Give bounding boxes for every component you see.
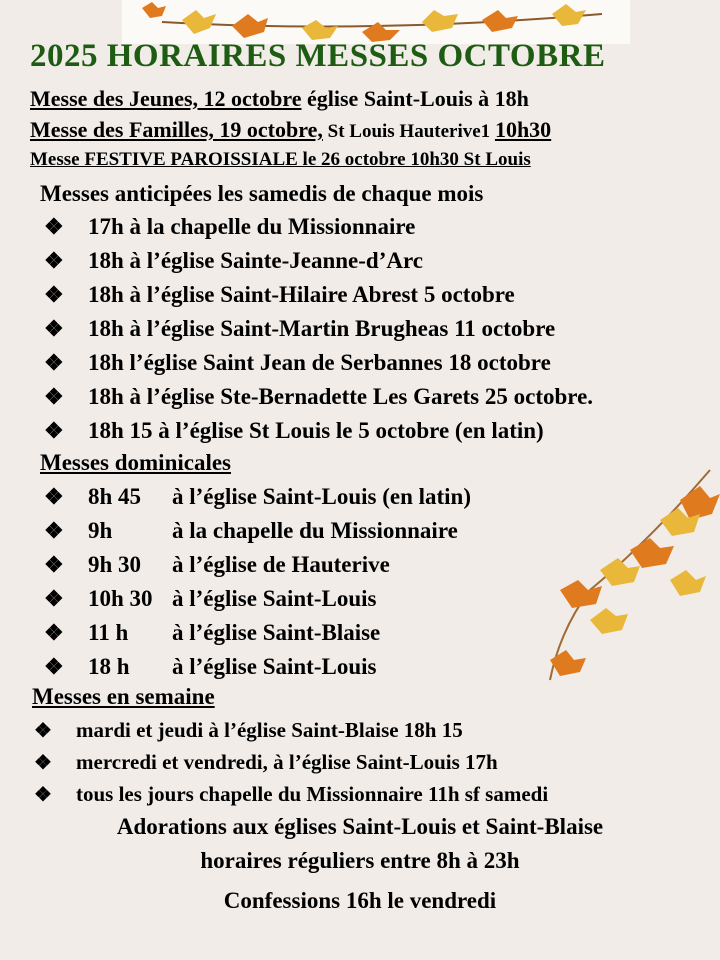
bullet-icon: ❖ (44, 214, 64, 239)
autumn-leaves-right-decoration (530, 460, 720, 700)
event-familles-place: St Louis Hauterive1 (322, 121, 495, 142)
bullet-icon: ❖ (44, 620, 64, 645)
event-jeunes-label: Messe des Jeunes, 12 octobre (30, 86, 302, 111)
mass-time: 9h 30 (88, 552, 142, 577)
bullet-icon: ❖ (44, 484, 64, 509)
confessions-line: Confessions 16h le vendredi (223, 888, 497, 913)
list-item: ❖ 18h à l’église Ste-Bernadette Les Garets 25 octobre. (44, 384, 594, 409)
bullet-icon: ❖ (44, 654, 64, 679)
bullet-icon: ❖ (44, 350, 64, 375)
section-heading-semaine: Messes en semaine (32, 684, 215, 709)
bullet-icon: ❖ (34, 784, 52, 806)
mass-time: 8h 45 (88, 484, 142, 509)
list-item: ❖ 18h à l’église Saint-Martin Brugheas 11 octobre (44, 316, 556, 341)
bullet-icon: ❖ (44, 586, 64, 611)
list-item (44, 518, 458, 544)
bullet-icon: ❖ (44, 552, 64, 577)
mass-place: à l’église de Hauterive (172, 552, 390, 577)
bullet-icon: ❖ (44, 518, 64, 543)
mass-time: 11 h (88, 620, 129, 645)
event-messe-festive: Messe FESTIVE PAROISSIALE le 26 octobre 10h30 St Louis (30, 149, 531, 170)
list-item (44, 552, 390, 578)
mass-place: à l’église Saint-Louis (172, 654, 377, 679)
mass-time: 9h (88, 518, 113, 543)
page-title: 2025 HORAIRES MESSES OCTOBRE (30, 38, 606, 74)
section-heading-dominicales: Messes dominicales (40, 450, 232, 475)
adorations-line-1: Adorations aux églises Saint-Louis et Saint-Blaise (116, 814, 604, 839)
event-jeunes-detail: église Saint-Louis à 18h (301, 86, 529, 111)
event-familles-time: 10h30 (494, 117, 552, 142)
list-item: ❖ mercredi et vendredi, à l’église Saint-Louis 17h (34, 750, 498, 774)
bullet-icon: ❖ (44, 418, 64, 443)
list-item: ❖ tous les jours chapelle du Missionnaire 11h sf samedi (34, 782, 549, 806)
list-item: ❖ 18h 15 à l’église St Louis le 5 octobre (en latin) (44, 418, 544, 443)
list-item (44, 620, 380, 646)
adorations-line-2: horaires réguliers entre 8h à 23h (200, 848, 520, 873)
list-item (44, 484, 471, 510)
mass-place: à la chapelle du Missionnaire (172, 518, 458, 543)
mass-time: 10h 30 (88, 586, 153, 611)
list-item (44, 654, 376, 680)
mass-place: à l’église Saint-Louis (en latin) (172, 484, 472, 509)
list-item: ❖ 18h l’église Saint Jean de Serbannes 18 octobre (44, 350, 551, 375)
list-item: ❖ 17h à la chapelle du Missionnaire (44, 214, 416, 239)
bullet-icon: ❖ (44, 248, 64, 273)
bullet-icon: ❖ (44, 316, 64, 341)
bullet-icon: ❖ (34, 752, 52, 774)
list-item: ❖ 18h à l’église Sainte-Jeanne-d’Arc (44, 248, 423, 273)
mass-place: à l’église Saint-Blaise (172, 620, 381, 645)
bullet-icon: ❖ (34, 720, 52, 742)
list-item: ❖ mardi et jeudi à l’église Saint-Blaise 18h 15 (34, 718, 463, 742)
section-heading-anticipees: Messes anticipées les samedis de chaque mois (40, 181, 484, 206)
list-item: ❖ 18h à l’église Saint-Hilaire Abrest 5 octobre (44, 282, 515, 307)
event-messe-jeunes (30, 86, 529, 112)
bullet-icon: ❖ (44, 384, 64, 409)
event-messe-familles (30, 117, 551, 143)
event-familles-label: Messe des Familles, 19 octobre, (30, 117, 323, 142)
mass-time: 18 h (88, 654, 130, 679)
mass-place: à l’église Saint-Louis (172, 586, 377, 611)
bullet-icon: ❖ (44, 282, 64, 307)
list-item (44, 586, 376, 612)
